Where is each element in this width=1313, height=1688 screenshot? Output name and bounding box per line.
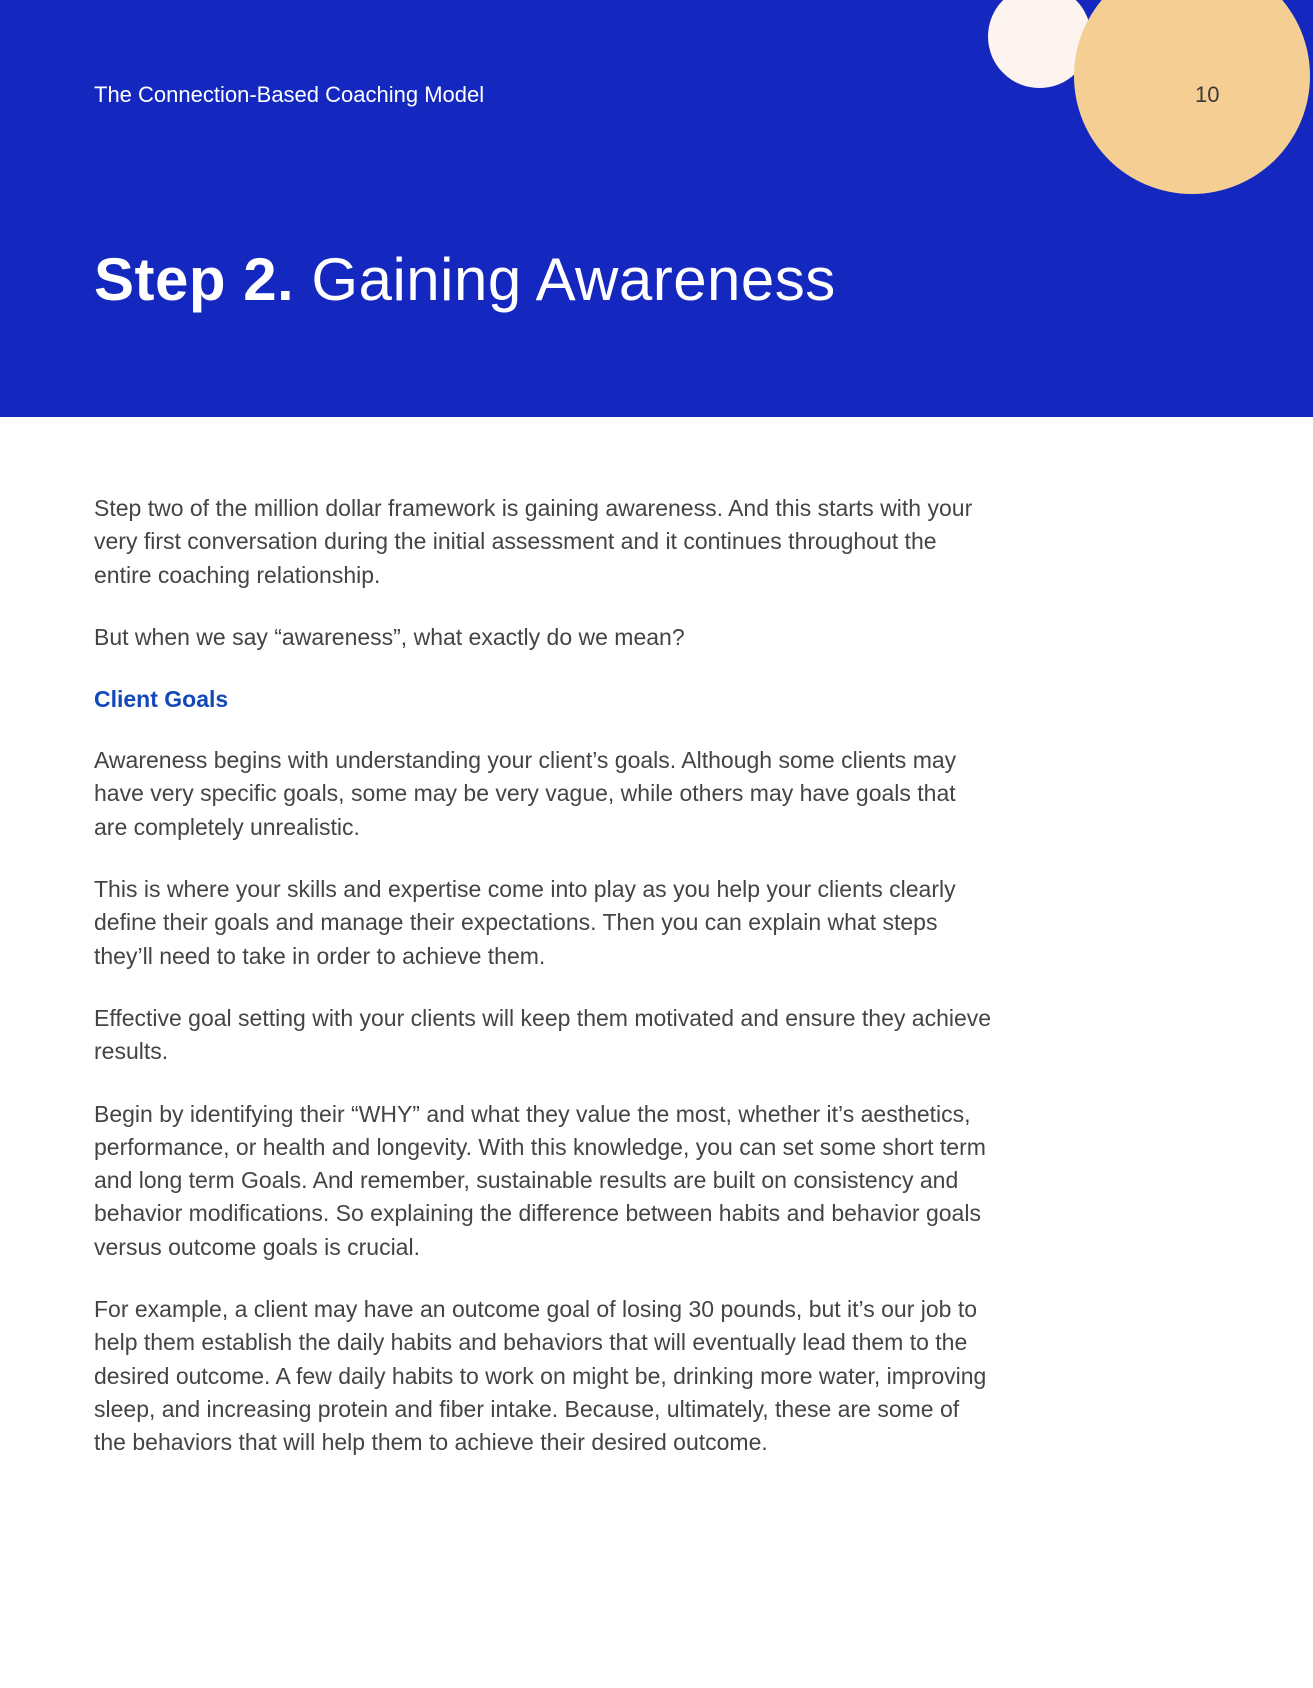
paragraph-effective-goal-setting: Effective goal setting with your clients will keep them motivated and ensure they achieve results.	[94, 1004, 992, 1065]
page-number: 10	[1195, 82, 1220, 107]
page-title	[94, 245, 836, 314]
paragraph-goals-understanding: Awareness begins with understanding your client’s goals. Although some clients may have very specific goals, some may be very vague, while others may have goals that are completely unrealistic.	[94, 747, 957, 840]
paragraph-intro: Step two of the million dollar framework is gaining awareness. And this starts with your very first conversation during the initial assessment and it continues throughout the entire coaching relationship.	[94, 495, 973, 588]
page-title-text: Gaining Awareness	[311, 246, 836, 313]
paragraph-skills-expertise: This is where your skills and expertise come into play as you help your clients clearly define their goals and manage their expectations. Then you can explain what steps they’ll need to take in order to achieve them.	[94, 876, 956, 969]
body-content	[94, 492, 994, 1489]
running-title: The Connection-Based Coaching Model	[94, 82, 485, 107]
paragraph-identify-why: Begin by identifying their “WHY” and what they value the most, whether it’s aesthetics, performance, or health and longevity. With this knowledge, you can set some short term and long term Goals. And remember, sustainable results are built on consistency and behavior modifications. So explaining the difference between habits and behavior goals versus outcome goals is crucial.	[94, 1100, 986, 1260]
decorative-circle-large	[1074, 0, 1310, 194]
section-heading-client-goals: Client Goals	[94, 686, 229, 713]
header-band	[0, 0, 1313, 417]
paragraph-question: But when we say “awareness”, what exactly do we mean?	[94, 623, 685, 650]
page-title-step: Step 2.	[94, 246, 295, 313]
paragraph-example: For example, a client may have an outcome goal of losing 30 pounds, but it’s our job to help them establish the daily habits and behaviors that will eventually lead them to the desired outcome. A few daily habits to work on might be, drinking more water, improving sleep, and increasing protein and fiber intake. Because, ultimately, these are some of the behaviors that will help them to achieve their desired outcome.	[94, 1296, 987, 1456]
